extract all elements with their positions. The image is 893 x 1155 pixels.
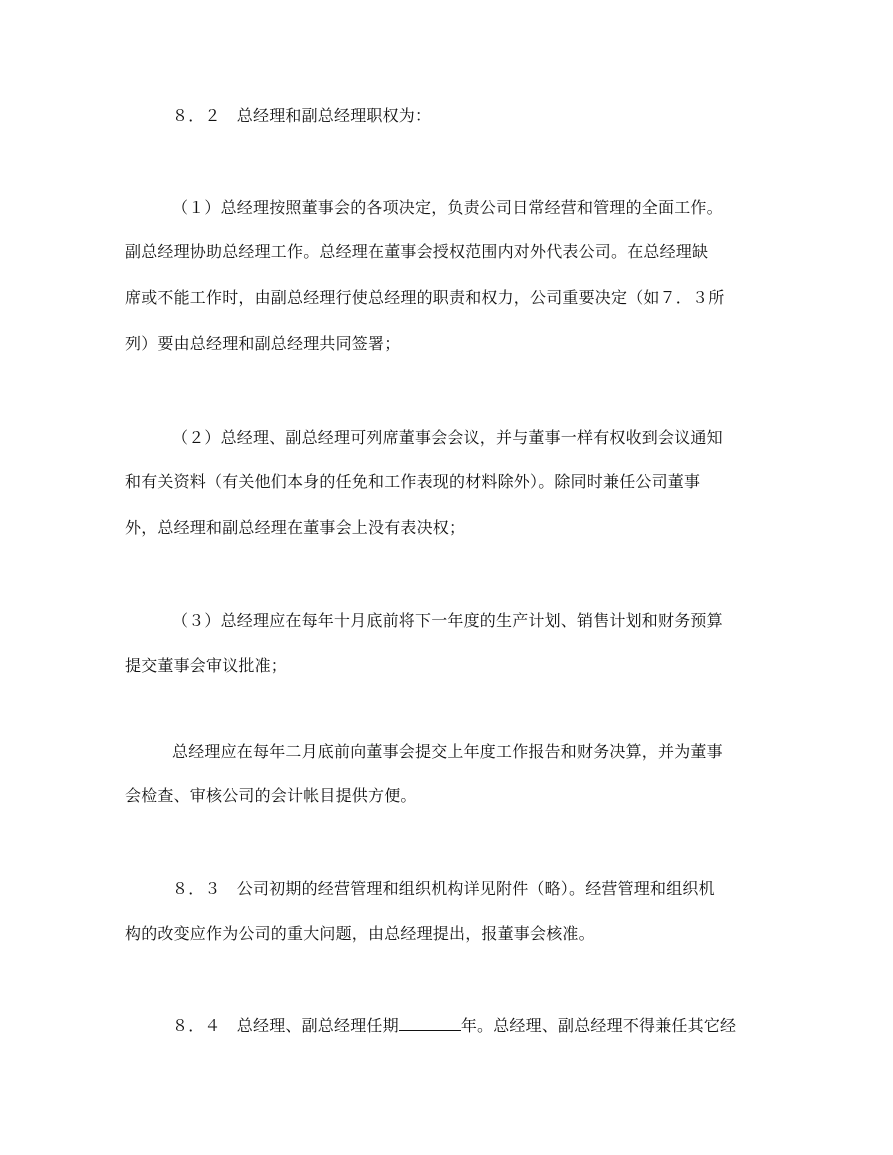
item2-line1: （２）总经理、副总经理可列席董事会会议，并与董事一样有权收到会议通知 [172, 428, 723, 447]
section-8-4-text-before-blank: ８．４ 总经理、副总经理任期 [172, 1016, 399, 1035]
section-8-4-line1 [172, 1016, 736, 1036]
item3-line1: （３）总经理应在每年十月底前将下一年度的生产计划、销售计划和财务预算 [172, 611, 723, 630]
item1-line4: 列）要由总经理和副总经理共同签署； [125, 334, 401, 353]
item3-line2: 提交董事会审议批准； [125, 656, 288, 675]
item1-line2: 副总经理协助总经理工作。总经理在董事会授权范围内对外代表公司。在总经理缺 [125, 242, 709, 261]
annual-report-line2: 会检查、审核公司的会计帐目提供方便。 [125, 786, 417, 805]
annual-report-line1: 总经理应在每年二月底前向董事会提交上年度工作报告和财务决算，并为董事 [172, 742, 723, 761]
item1-line3: 席或不能工作时，由副总经理行使总经理的职责和权力，公司重要决定（如７．３所 [125, 288, 725, 307]
term-years-blank [399, 1016, 461, 1031]
section-8-3-line2: 构的改变应作为公司的重大问题，由总经理提出，报董事会核准。 [125, 924, 595, 943]
section-8-2-heading: ８．２ 总经理和副总经理职权为： [172, 106, 432, 125]
section-8-4-text-after-blank: 年。总经理、副总经理不得兼任其它经 [460, 1016, 737, 1035]
item2-line2: 和有关资料（有关他们本身的任免和工作表现的材料除外）。除同时兼任公司董事 [125, 472, 701, 491]
item2-line3: 外，总经理和副总经理在董事会上没有表决权； [125, 518, 466, 537]
section-8-3-line1: ８．３ 公司初期的经营管理和组织机构详见附件（略）。经营管理和组织机 [172, 879, 715, 898]
item1-line1: （１）总经理按照董事会的各项决定，负责公司日常经营和管理的全面工作。 [172, 198, 723, 217]
